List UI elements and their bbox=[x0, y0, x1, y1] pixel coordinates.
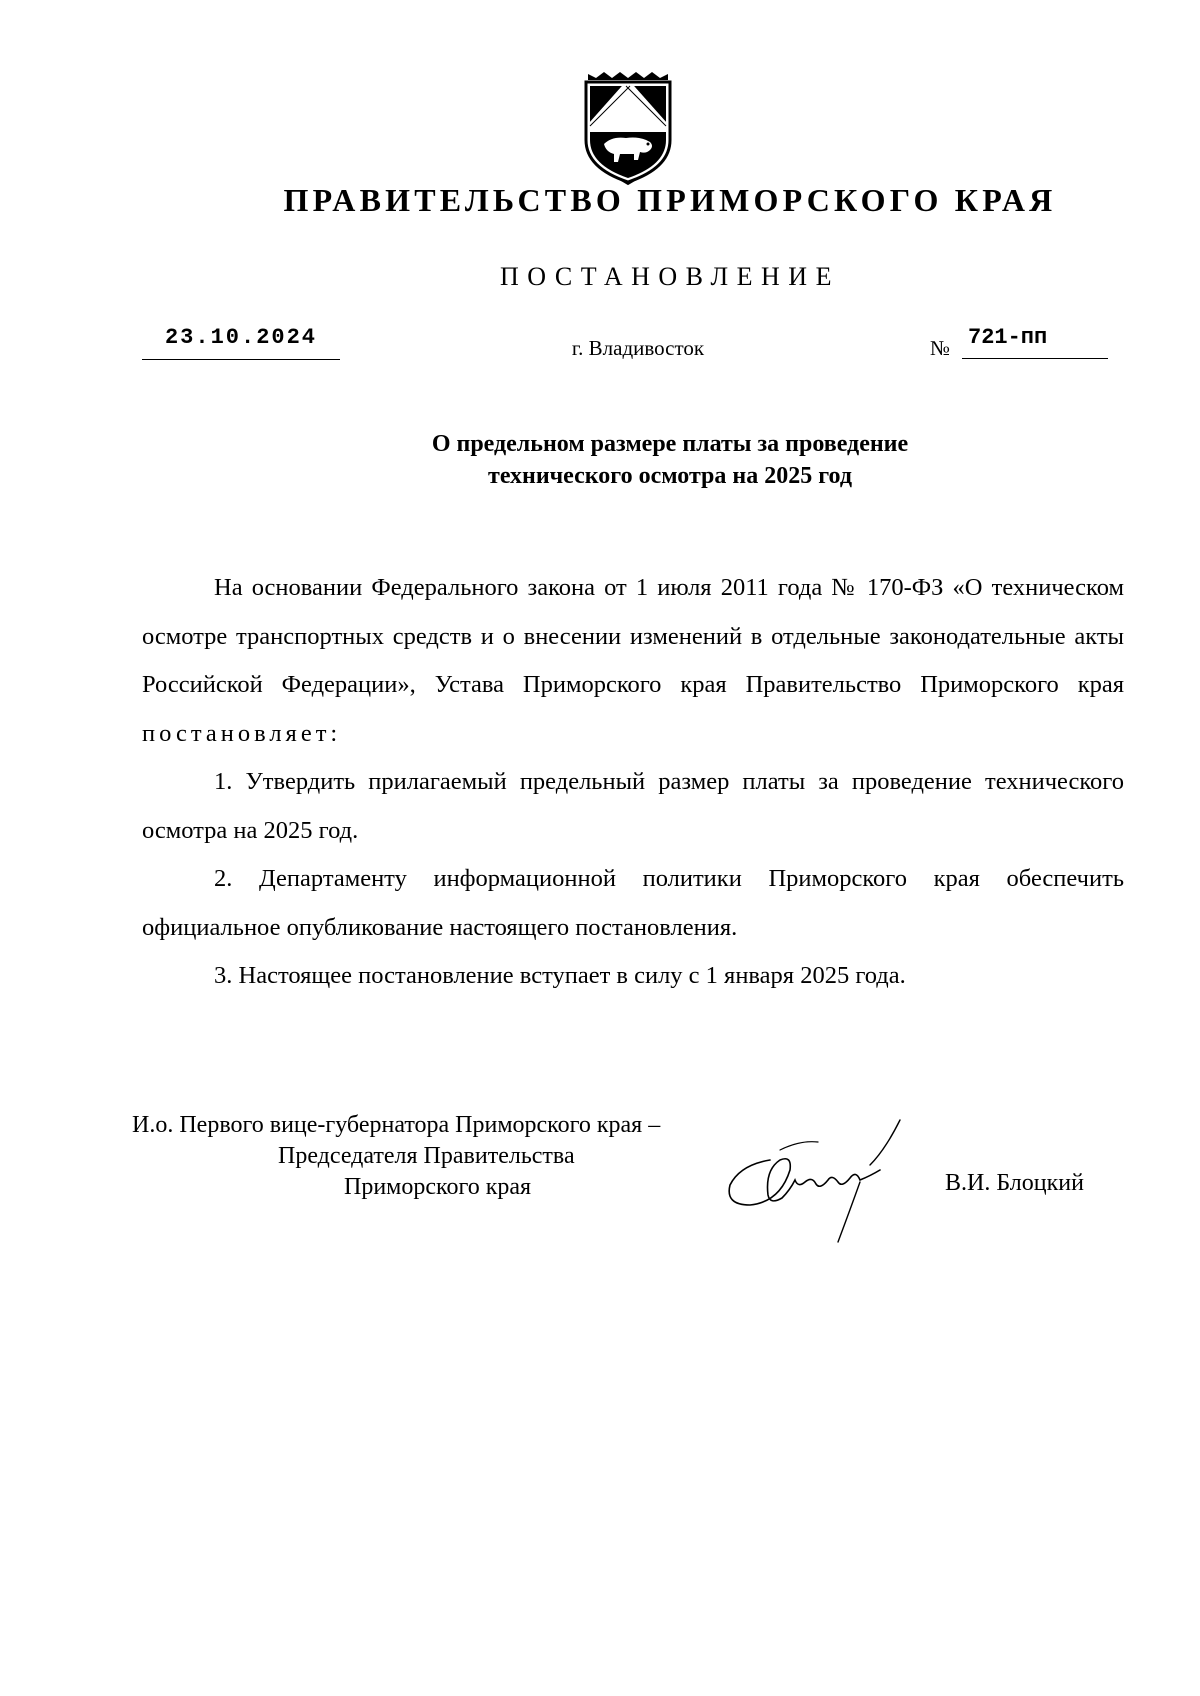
signatory-name: В.И. Блоцкий bbox=[945, 1170, 1084, 1196]
organization-name: ПРАВИТЕЛЬСТВО ПРИМОРСКОГО КРАЯ bbox=[283, 182, 1057, 218]
title-line-2: технического осмотра на 2025 год bbox=[488, 463, 852, 489]
position-line-3: Приморского края bbox=[344, 1174, 532, 1200]
position-line-1: И.о. Первого вице-губернатора Приморского края – bbox=[132, 1112, 661, 1138]
signatory-position bbox=[132, 1110, 752, 1203]
document-type: ПОСТАНОВЛЕНИЕ bbox=[500, 262, 840, 291]
title-line-1: О предельном размере платы за проведение bbox=[431, 431, 909, 457]
document-date: 23.10.2024 bbox=[142, 325, 340, 360]
document-title bbox=[0, 428, 1200, 492]
paragraph-preamble bbox=[142, 564, 1124, 758]
paragraph-item-3: 3. Настоящее постановление вступает в силу с 1 января 2025 года. bbox=[214, 962, 906, 989]
number-sign: № bbox=[930, 336, 951, 360]
position-line-2: Председателя Правительства bbox=[278, 1143, 575, 1169]
decree-word: постановляет: bbox=[142, 719, 342, 747]
paragraph-item-1: 1. Утвердить прилагаемый предельный размер платы за проведение технического осмотра на 2025 год. bbox=[142, 768, 1124, 844]
preamble-text: На основании Федерального закона от 1 июля 2011 года № 170-ФЗ «О техническом осмотре транспортных средств и о внесении изменений в отдельные законодательные акты Российской Федерации», Устава Приморского края Правительство Приморского края bbox=[142, 574, 1124, 698]
document-number: 721-пп bbox=[962, 325, 1108, 359]
document-city: г. Владивосток bbox=[571, 336, 705, 360]
paragraph-item-2: 2. Департаменту информационной политики Приморского края обеспечить официальное опубликование настоящего постановления. bbox=[142, 865, 1124, 941]
coat-of-arms-icon bbox=[582, 70, 674, 186]
handwritten-signature bbox=[720, 1110, 960, 1250]
document-body bbox=[142, 564, 1124, 1001]
